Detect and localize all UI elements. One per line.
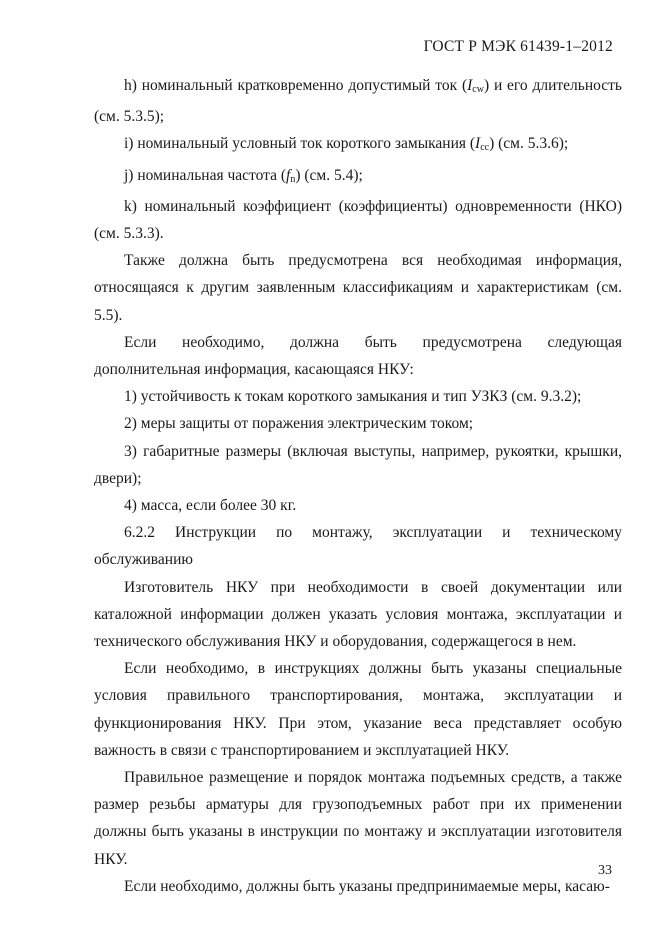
- section-heading-6-2-2: 6.2.2 Инструкции по монтажу, эксплуатации и техническому обслуживанию: [94, 524, 622, 569]
- page-body: [94, 72, 622, 900]
- list-item: 1) устойчивость к токам короткого замыкания и тип УЗКЗ (см. 9.3.2);: [124, 388, 582, 406]
- page-number: 33: [598, 863, 612, 878]
- item-k: k) номинальный коэффициент (коэффициенты) одновременности (НКО) (см. 5.3.3).: [94, 197, 622, 243]
- paragraph-lifting: Правильное размещение и порядок монтажа подъемных средств, а также размер резьбы арматуры для грузоподъемных работ при их применении должны быть указаны в инструкции по монтажу и эксплуатации изготовителя НКУ.: [94, 769, 622, 868]
- document-header: ГОСТ Р МЭК 61439-1–2012: [423, 38, 613, 55]
- item-h: h) номинальный кратковременно допустимый ток $(I_{cw})$ и его длительность (см. 5.3.5);: [94, 77, 622, 126]
- list-item: 3) габаритные размеры (включая выступы, например, рукоятки, крышки, двери);: [94, 442, 622, 487]
- paragraph-measures: Если необходимо, должны быть указаны предпринимаемые меры, касаю-: [124, 877, 610, 895]
- paragraph-special-conditions: Если необходимо, в инструкциях должны быть указаны специальные условия правильного транспортирования, монтажа, эксплуатации и функционирования НКУ. При этом, указание веса представляет особую важность в связи с транспортированием и эксплуатацией НКУ.: [94, 660, 622, 759]
- list-item: 2) меры защиты от поражения электрическим током;: [124, 415, 474, 433]
- paragraph-also-info: Также должна быть предусмотрена вся необходимая информация, относящаяся к другим заявленным классификациям и характеристикам (см. 5.5).: [94, 252, 622, 324]
- list-item: 4) масса, если более 30 кг.: [124, 497, 297, 515]
- item-i: i) номинальный условный ток короткого замыкания $(I_{cc})$ (см. 5.3.6);: [124, 135, 569, 154]
- paragraph-manufacturer: Изготовитель НКУ при необходимости в своей документации или каталожной информации должен указать условия монтажа, эксплуатации и технического обслуживания НКУ и оборудования, содержащегося в нем.: [94, 578, 622, 651]
- paragraph-additional-info: Если необходимо, должна быть предусмотрена следующая дополнительная информация, касающаяся НКУ:: [94, 333, 622, 379]
- item-j: j) номинальная частота $(f_n)$ (см. 5.4);: [124, 166, 363, 185]
